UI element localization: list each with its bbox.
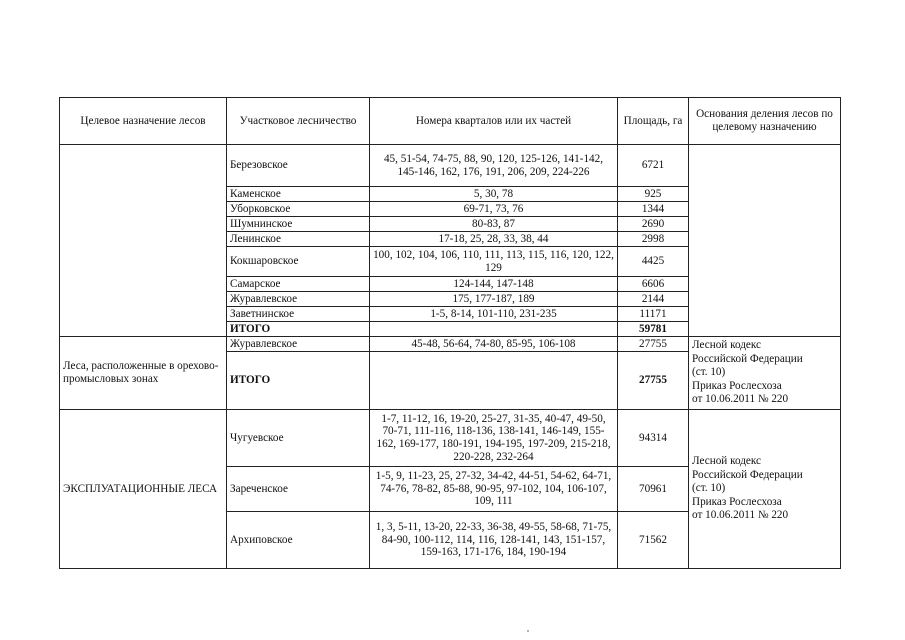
quarters-cell: 124-144, 147-148 bbox=[370, 277, 618, 292]
area-cell: 4425 bbox=[618, 247, 689, 277]
header-area: Площадь, га bbox=[618, 98, 689, 145]
purpose-cell: Леса, расположенные в орехово-промысловых зонах bbox=[60, 337, 227, 410]
forest-purpose-table bbox=[59, 97, 841, 569]
quarters-cell: 45, 51-54, 74-75, 88, 90, 120, 125-126, 141-142, 145-146, 162, 176, 191, 206, 209, 224-226 bbox=[370, 145, 618, 187]
quarters-cell: 17-18, 25, 28, 33, 38, 44 bbox=[370, 232, 618, 247]
quarters-cell: 80-83, 87 bbox=[370, 217, 618, 232]
total-quarters-empty bbox=[370, 352, 618, 410]
header-district: Участковое лесничество bbox=[227, 98, 370, 145]
district-cell: Шумнинское bbox=[227, 217, 370, 232]
area-cell: 2998 bbox=[618, 232, 689, 247]
district-cell: Чугуевское bbox=[227, 410, 370, 467]
district-cell: Журавлевское bbox=[227, 337, 370, 352]
table-row bbox=[60, 410, 841, 467]
quarters-cell: 1-7, 11-12, 16, 19-20, 25-27, 31-35, 40-47, 49-50, 70-71, 111-116, 118-136, 138-141, 146-149, 155-162, 169-177, 180-191, 194-195, 197-209, 215-218, 220-228, 232-264 bbox=[370, 410, 618, 467]
total-quarters-empty bbox=[370, 322, 618, 337]
quarters-cell: 69-71, 73, 76 bbox=[370, 202, 618, 217]
quarters-cell: 1-5, 8-14, 101-110, 231-235 bbox=[370, 307, 618, 322]
district-cell: Журавлевское bbox=[227, 292, 370, 307]
header-purpose: Целевое назначение лесов bbox=[60, 98, 227, 145]
area-cell: 6721 bbox=[618, 145, 689, 187]
total-label: ИТОГО bbox=[227, 322, 370, 337]
quarters-cell: 1, 3, 5-11, 13-20, 22-33, 36-38, 49-55, 58-68, 71-75, 84-90, 100-112, 114, 116, 128-141, 143, 151-157, 159-163, 171-176, 184, 190-194 bbox=[370, 512, 618, 569]
basis-cell-empty bbox=[689, 145, 841, 337]
district-cell: Зареченское bbox=[227, 467, 370, 512]
total-area: 27755 bbox=[618, 352, 689, 410]
table-row bbox=[60, 145, 841, 187]
district-cell: Каменское bbox=[227, 187, 370, 202]
basis-line: Приказ Рослесхоза bbox=[692, 379, 782, 392]
basis-line: Лесной кодекс bbox=[692, 339, 762, 352]
basis-cell bbox=[689, 337, 841, 410]
area-cell: 11171 bbox=[618, 307, 689, 322]
area-cell: 2144 bbox=[618, 292, 689, 307]
purpose-cell: ЭКСПЛУАТАЦИОННЫЕ ЛЕСА bbox=[60, 410, 227, 569]
header-basis: Основания деления лесов по целевому назначению bbox=[689, 98, 841, 145]
total-label: ИТОГО bbox=[227, 352, 370, 410]
basis-line: от 10.06.2011 № 220 bbox=[692, 509, 789, 522]
quarters-cell: 100, 102, 104, 106, 110, 111, 113, 115, 116, 120, 122, 129 bbox=[370, 247, 618, 277]
basis-line: Российской Федерации bbox=[692, 352, 803, 365]
area-cell: 6606 bbox=[618, 277, 689, 292]
total-area: 59781 bbox=[618, 322, 689, 337]
quarters-cell: 175, 177-187, 189 bbox=[370, 292, 618, 307]
area-cell: 70961 bbox=[618, 467, 689, 512]
district-cell: Березовское bbox=[227, 145, 370, 187]
header-quarters: Номера кварталов или их частей bbox=[370, 98, 618, 145]
purpose-cell-empty bbox=[60, 145, 227, 337]
quarters-cell: 1-5, 9, 11-23, 25, 27-32, 34-42, 44-51, 54-62, 64-71, 74-76, 78-82, 85-88, 90-95, 97-102, 104, 106-107, 109, 111 bbox=[370, 467, 618, 512]
district-cell: Ленинское bbox=[227, 232, 370, 247]
area-cell: 27755 bbox=[618, 337, 689, 352]
basis-line: Приказ Рослесхоза bbox=[692, 495, 782, 508]
basis-line: (ст. 10) bbox=[692, 482, 726, 495]
district-cell: Самарское bbox=[227, 277, 370, 292]
basis-line: Лесной кодекс bbox=[692, 455, 762, 468]
district-cell: Архиповское bbox=[227, 512, 370, 569]
basis-line: Российской Федерации bbox=[692, 468, 803, 481]
district-cell: Кокшаровское bbox=[227, 247, 370, 277]
basis-cell bbox=[689, 410, 841, 569]
area-cell: 925 bbox=[618, 187, 689, 202]
basis-line: от 10.06.2011 № 220 bbox=[692, 393, 789, 406]
district-cell: Уборковское bbox=[227, 202, 370, 217]
area-cell: 71562 bbox=[618, 512, 689, 569]
area-cell: 2690 bbox=[618, 217, 689, 232]
table-header-row bbox=[60, 98, 841, 145]
basis-line: (ст. 10) bbox=[692, 366, 726, 379]
area-cell: 1344 bbox=[618, 202, 689, 217]
quarters-cell: 5, 30, 78 bbox=[370, 187, 618, 202]
area-cell: 94314 bbox=[618, 410, 689, 467]
table-row bbox=[60, 337, 841, 352]
district-cell: Заветнинское bbox=[227, 307, 370, 322]
scan-speck bbox=[527, 630, 529, 632]
quarters-cell: 45-48, 56-64, 74-80, 85-95, 106-108 bbox=[370, 337, 618, 352]
